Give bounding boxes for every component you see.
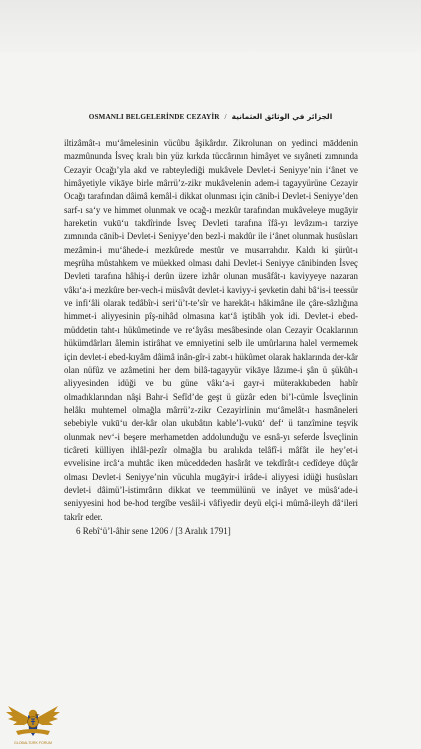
document-date: 6 Rebî‘ü’l-âhir sene 1206 / [3 Aralık 1791] [76,526,231,536]
header-separator: / [224,113,227,121]
header-title-arabic: الجزائر في الوثائق العثمانية [231,112,333,121]
eagle-icon [4,700,62,740]
forum-logo [2,700,64,749]
document-body-paragraph: iltizâmât-ı mu‘âmelesinin vücûbu âşikârdır. Zikrolunan on yedinci māddenin mazmûnunda İsveç kralı bin yüz kırkda tüccârının himâyet ve sıyâneti zımnında Cezayir Ocağı’yla akd ve rabteylediği mukâvele Devlet-i Seniyye’nin i‘ânet ve himâyetiyle vikāye birle mârrü’z-zikr mukâvelenin adem-i tagayyürüne Cezayir Ocağı tarafından dâimâ kemâl-i dikkat olunması için cānib-i Devlet-i Seniyye’den sarf-ı sa‘y ve himmet olunmak ve ocağ-ı mezkûr tarafından mukâveleye mugāyir hareketin vukū‘u takdîrinde İsveç Devleti tarafına îfâ-yı levâzım-ı tarziye zımnında cānib-i Devlet-i Seniyye’den bezl-i makdûr ile i‘ânet olunmak husûsları mezâmin-i mu‘âhede-i mezkûrede mestûr ve musarrahdır. Kaldı ki şürût-ı meşrûha mûstahkem ve müekked olması dahi Devlet-i Seniyye cānibinden İsveç Devleti tarafına hâhiş-i derûn üzere izhâr olunan musâfât-ı kaviyyeye nazaran vâkı‘a-i mezkûre ber-vech-i müsâvât devlet-i kaviyy-i şevketin dahi bâ‘is-i teessür ve infi‘âli olarak tedâbîr-i seri‘ü’t-te’sîr ve harekât-ı hâkimâne ile çâre-sâzlığına himmet-i aliyyesinin pîş-nihâd olmasına kat‘â iştibâh yok idi. Devlet-i ebed-müddetin taht-ı hükûmetinde ve re‘âyâsı mesâbesinde olan Cezayir Ocaklarının hükümdârları âlemin istirâhat ve emniyetini selb ile umûrlarına halel vermemek için devlet-i ebed-kıyâm dâimâ inân-gîr-i zabt-ı hükûmet olarak haklarında der-kâr olan nüfûz ve azâmetini her dem bilâ-tagayyür vikāye lâzıme-i şân ü şükûh-ı aliyyesinden idüği ve bu güne vâkı‘a-i gayr-i müterakkıbeden habîr olmadıklarından nâşi Bahr-i Sefîd’de geşt ü güzâr eden bi’l-cümle İsveçlinin helâkı muhtemel olmağla mârrü’z-zikr Cezayirlinin mu‘âmelât-ı hasmâneleri sebebiyle vukū‘u der-kâr olan ukubâtın kable’l-vukū‘ def‘ ü tanzîmine teşvik olunmak nev‘-i beşere merhametden addolunduğu ve esnâ-yı seferde İsveçlinin ticâreti külliyen ihlâl-pezîr olmağla bu aralıkda telâfî-i mâfât ile hey’et-i evvelisine ircâ‘a muhtâc iken müceddeden hasârât ve tekdîrât-ı cedîdeye dûçâr olması Devlet-i Seniyye’nin vücuhla mugāyir-i irâde-i aliyyesi idüği husûsları devlet-i dâimü’l-istimrârın dikkat ve teemmülünü ve inâyet ve müsâ‘ade-i seniyyesini hod be-hod tergîbe vesâil-i vâfiyedir deyü elçi-i mûmâ-ileyh dâ‘ileri takrîr eder. [64,138,358,522]
page-top-shadow [0,0,421,52]
running-header [0,112,421,121]
header-title-latin: OSMANLI BELGELERİNDE CEZAYİR [88,113,220,121]
logo-caption: GLOBALTÜRK FORUM [13,741,53,745]
